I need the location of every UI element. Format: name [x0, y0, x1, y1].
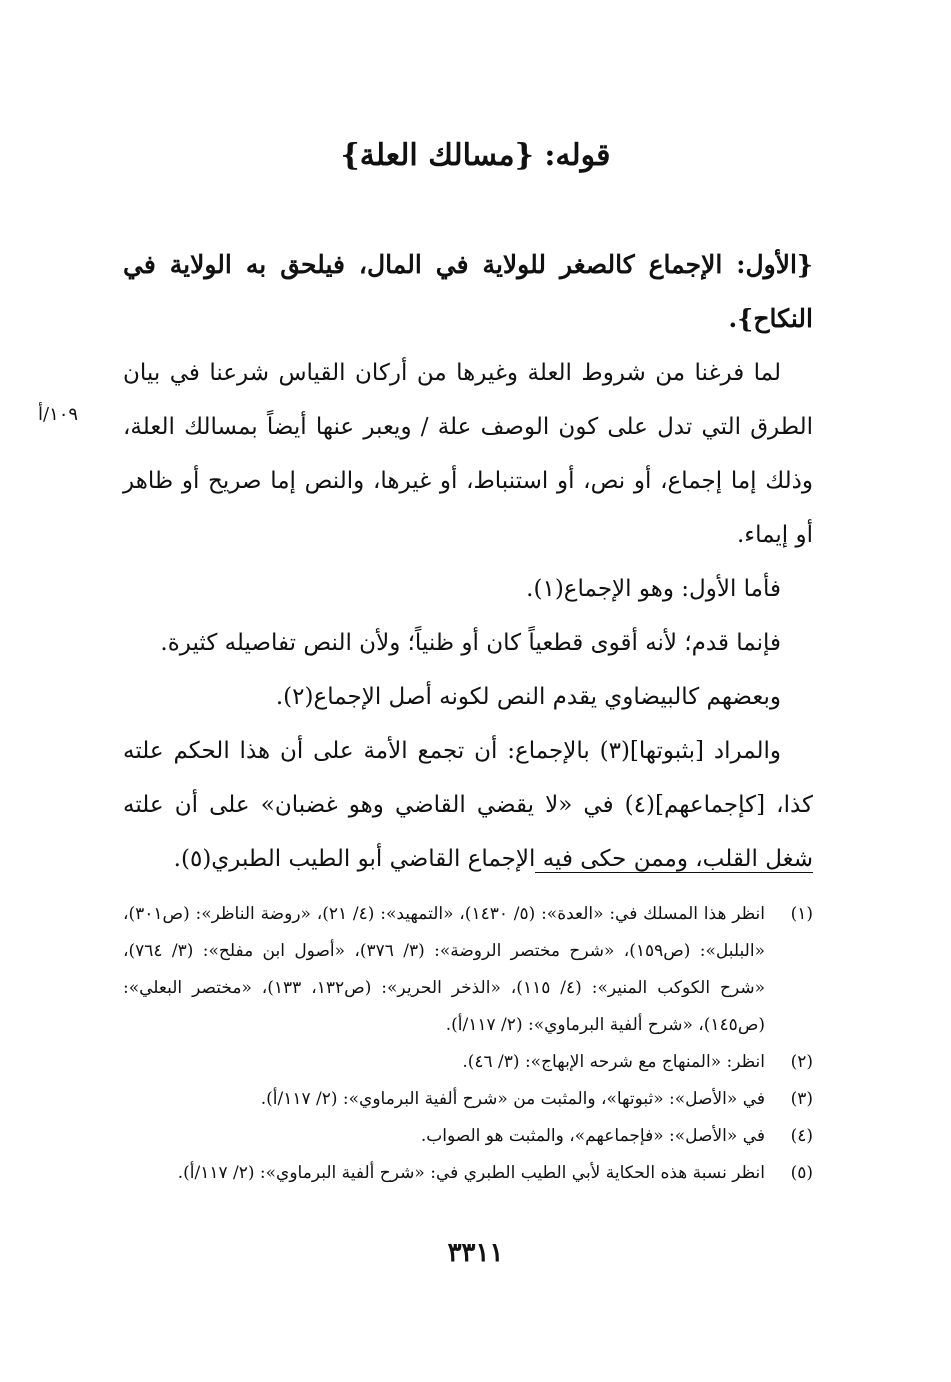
footnote-number: (٣)	[790, 1089, 813, 1109]
body-paragraph: فإنما قدم؛ لأنه أقوى قطعياً كان أو ظنياً؛ ولأن النص تفاصيله كثيرة.	[160, 630, 781, 656]
body-paragraph: فأما الأول: وهو الإجماع(١).	[526, 576, 781, 602]
footnote-text: في «الأصل»: «فإجماعهم»، والمثبت هو الصواب.	[420, 1126, 765, 1146]
footnote	[123, 1081, 813, 1118]
body-paragraph: لما فرغنا من شروط العلة وغيرها من أركان القياس شرعنا في بيان الطرق التي تدل على كون الوصف علة / ويعبر عنها أيضاً بمسالك العلة، وذلك إما إجماع، أو نص، أو استنباط، أو غيرها، والنص إما صريح أو ظاهر أو إيماء.	[123, 360, 813, 548]
manuscript-folio-marker: ١٠٩/أ	[38, 404, 79, 425]
footnote	[123, 1044, 813, 1081]
footnote	[123, 896, 813, 1044]
footnote-text: انظر هذا المسلك في: «العدة»: (٥/ ١٤٣٠)، «التمهيد»: (٤/ ٢١)، «روضة الناظر»: (ص٣٠١)، «البلبل»: (ص١٥٩)، «شرح مختصر الروضة»: (٣/ ٣٧٦)، «أصول ابن مفلح»: (٣/ ٧٦٤)، «شرح الكوكب المنير»: (٤/ ١١٥)، «الذخر الحرير»: (ص١٣٢، ١٣٣)، «مختصر البعلي»: (ص١٤٥)، «شرح ألفية البرماوي»: (٢/ ١١٧/أ).	[123, 904, 766, 1035]
section-heading: قوله: {مسالك العلة}	[340, 138, 611, 173]
main-text-body	[123, 238, 813, 886]
body-paragraph: وبعضهم كالبيضاوي يقدم النص لكونه أصل الإجماع(٢).	[275, 684, 781, 710]
footnote-text: انظر نسبة هذه الحكاية لأبي الطيب الطبري في: «شرح ألفية البرماوي»: (٢/ ١١٧/أ).	[177, 1163, 765, 1183]
footnote-number: (٤)	[790, 1126, 813, 1146]
footnote-text: في «الأصل»: «ثبوتها»، والمثبت من «شرح ألفية البرماوي»: (٢/ ١١٧/أ).	[260, 1089, 765, 1109]
quoted-matn-paragraph: {الأول: الإجماع كالصغر للولاية في المال، فيلحق به الولاية في النكاح}.	[123, 250, 813, 333]
footnote-number: (٢)	[790, 1052, 813, 1072]
footnote-text: انظر: «المنهاج مع شرحه الإبهاج»: (٣/ ٤٦).	[462, 1052, 765, 1072]
body-paragraph: والمراد [بثبوتها](٣) بالإجماع: أن تجمع الأمة على أن هذا الحكم علته كذا، [كإجماعهم](٤) في «لا يقضي القاضي وهو غضبان» على أن علته شغل القلب، وممن حكى فيه الإجماع القاضي أبو الطيب الطبري(٥).	[123, 738, 813, 872]
footnote-number: (١)	[790, 904, 813, 924]
footnote-divider	[535, 872, 813, 873]
page-number: ٣٣١١	[447, 1238, 504, 1268]
footnote	[123, 1155, 813, 1192]
footnotes-section	[123, 896, 813, 1192]
footnote-number: (٥)	[790, 1163, 813, 1183]
footnote	[123, 1118, 813, 1155]
